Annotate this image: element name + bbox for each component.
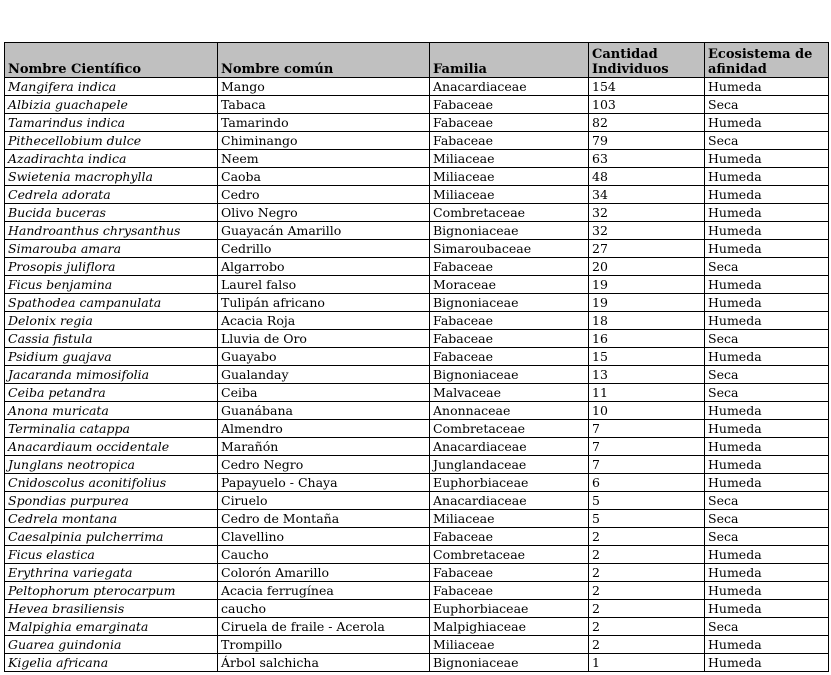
cell-common-name: Neem [218, 150, 430, 168]
cell-scientific-name: Terminalia catappa [5, 420, 218, 438]
cell-common-name: Laurel falso [218, 276, 430, 294]
cell-family: Fabaceae [430, 582, 589, 600]
cell-family: Anacardiaceae [430, 492, 589, 510]
cell-ecosystem: Seca [705, 510, 829, 528]
cell-family: Bignoniaceae [430, 366, 589, 384]
cell-common-name: Clavellino [218, 528, 430, 546]
cell-scientific-name: Anona muricata [5, 402, 218, 420]
cell-scientific-name: Prosopis juliflora [5, 258, 218, 276]
table-row [5, 456, 829, 474]
table-row [5, 294, 829, 312]
cell-common-name: Tabaca [218, 96, 430, 114]
cell-quantity: 13 [589, 366, 705, 384]
cell-scientific-name: Cedrela montana [5, 510, 218, 528]
cell-family: Miliaceae [430, 186, 589, 204]
cell-scientific-name: Anacardiaum occidentale [5, 438, 218, 456]
cell-common-name: Gualanday [218, 366, 430, 384]
table-row [5, 384, 829, 402]
table-row [5, 114, 829, 132]
cell-ecosystem: Seca [705, 384, 829, 402]
cell-common-name: Tulipán africano [218, 294, 430, 312]
table-row [5, 78, 829, 96]
cell-scientific-name: Junglans neotropica [5, 456, 218, 474]
cell-scientific-name: Psidium guajava [5, 348, 218, 366]
cell-ecosystem: Humeda [705, 402, 829, 420]
cell-quantity: 79 [589, 132, 705, 150]
table-row [5, 582, 829, 600]
cell-common-name: Guayacán Amarillo [218, 222, 430, 240]
cell-quantity: 34 [589, 186, 705, 204]
cell-quantity: 2 [589, 564, 705, 582]
cell-family: Simaroubaceae [430, 240, 589, 258]
table-row [5, 204, 829, 222]
table-row [5, 510, 829, 528]
table-row [5, 348, 829, 366]
cell-scientific-name: Peltophorum pterocarpum [5, 582, 218, 600]
cell-ecosystem: Humeda [705, 168, 829, 186]
table-row [5, 402, 829, 420]
header-row [5, 43, 829, 78]
cell-scientific-name: Kigelia africana [5, 654, 218, 672]
cell-family: Fabaceae [430, 564, 589, 582]
cell-common-name: Algarrobo [218, 258, 430, 276]
cell-family: Fabaceae [430, 96, 589, 114]
cell-scientific-name: Guarea guindonia [5, 636, 218, 654]
cell-family: Combretaceae [430, 546, 589, 564]
cell-common-name: Ciruelo [218, 492, 430, 510]
cell-family: Fabaceae [430, 132, 589, 150]
cell-common-name: Cedro de Montaña [218, 510, 430, 528]
cell-common-name: Papayuelo - Chaya [218, 474, 430, 492]
cell-ecosystem: Humeda [705, 438, 829, 456]
cell-common-name: Cedrillo [218, 240, 430, 258]
cell-quantity: 82 [589, 114, 705, 132]
cell-ecosystem: Humeda [705, 420, 829, 438]
cell-ecosystem: Humeda [705, 312, 829, 330]
table-row [5, 276, 829, 294]
cell-family: Malvaceae [430, 384, 589, 402]
cell-scientific-name: Erythrina variegata [5, 564, 218, 582]
cell-scientific-name: Cedrela adorata [5, 186, 218, 204]
cell-ecosystem: Seca [705, 528, 829, 546]
cell-ecosystem: Humeda [705, 150, 829, 168]
cell-ecosystem: Seca [705, 258, 829, 276]
cell-quantity: 18 [589, 312, 705, 330]
cell-family: Miliaceae [430, 168, 589, 186]
cell-common-name: Colorón Amarillo [218, 564, 430, 582]
cell-ecosystem: Seca [705, 366, 829, 384]
cell-family: Junglandaceae [430, 456, 589, 474]
cell-common-name: Caoba [218, 168, 430, 186]
cell-ecosystem: Humeda [705, 78, 829, 96]
table-row [5, 528, 829, 546]
cell-quantity: 7 [589, 420, 705, 438]
cell-scientific-name: Swietenia macrophylla [5, 168, 218, 186]
cell-ecosystem: Seca [705, 132, 829, 150]
cell-scientific-name: Malpighia emarginata [5, 618, 218, 636]
cell-ecosystem: Seca [705, 96, 829, 114]
cell-family: Fabaceae [430, 528, 589, 546]
cell-ecosystem: Humeda [705, 276, 829, 294]
cell-quantity: 27 [589, 240, 705, 258]
table-row [5, 546, 829, 564]
cell-common-name: Guayabo [218, 348, 430, 366]
species-table [4, 42, 829, 672]
table-row [5, 492, 829, 510]
cell-quantity: 63 [589, 150, 705, 168]
cell-family: Bignoniaceae [430, 294, 589, 312]
cell-quantity: 7 [589, 456, 705, 474]
cell-quantity: 20 [589, 258, 705, 276]
cell-common-name: Cedro Negro [218, 456, 430, 474]
cell-scientific-name: Mangifera indica [5, 78, 218, 96]
cell-common-name: Tamarindo [218, 114, 430, 132]
cell-quantity: 19 [589, 276, 705, 294]
cell-ecosystem: Humeda [705, 186, 829, 204]
table-row [5, 564, 829, 582]
cell-quantity: 19 [589, 294, 705, 312]
table-row [5, 438, 829, 456]
cell-family: Malpighiaceae [430, 618, 589, 636]
cell-family: Miliaceae [430, 150, 589, 168]
cell-common-name: Lluvia de Oro [218, 330, 430, 348]
table-row [5, 132, 829, 150]
cell-common-name: Olivo Negro [218, 204, 430, 222]
table-row [5, 222, 829, 240]
cell-quantity: 2 [589, 546, 705, 564]
cell-family: Miliaceae [430, 636, 589, 654]
cell-scientific-name: Azadirachta indica [5, 150, 218, 168]
cell-common-name: Chiminango [218, 132, 430, 150]
cell-ecosystem: Humeda [705, 240, 829, 258]
cell-scientific-name: Caesalpinia pulcherrima [5, 528, 218, 546]
cell-quantity: 6 [589, 474, 705, 492]
cell-ecosystem: Humeda [705, 582, 829, 600]
cell-ecosystem: Humeda [705, 546, 829, 564]
cell-ecosystem: Humeda [705, 294, 829, 312]
cell-ecosystem: Humeda [705, 456, 829, 474]
cell-quantity: 32 [589, 222, 705, 240]
cell-family: Fabaceae [430, 312, 589, 330]
table-row [5, 600, 829, 618]
cell-ecosystem: Humeda [705, 564, 829, 582]
cell-scientific-name: Pithecellobium dulce [5, 132, 218, 150]
cell-common-name: Guanábana [218, 402, 430, 420]
cell-family: Moraceae [430, 276, 589, 294]
table-row [5, 240, 829, 258]
cell-quantity: 7 [589, 438, 705, 456]
cell-family: Bignoniaceae [430, 222, 589, 240]
cell-family: Combretaceae [430, 420, 589, 438]
cell-quantity: 103 [589, 96, 705, 114]
cell-common-name: Ceiba [218, 384, 430, 402]
cell-common-name: caucho [218, 600, 430, 618]
cell-common-name: Ciruela de fraile - Acerola [218, 618, 430, 636]
cell-scientific-name: Jacaranda mimosifolia [5, 366, 218, 384]
cell-scientific-name: Cnidoscolus aconitifolius [5, 474, 218, 492]
cell-ecosystem: Humeda [705, 204, 829, 222]
cell-family: Euphorbiaceae [430, 600, 589, 618]
cell-scientific-name: Ficus benjamina [5, 276, 218, 294]
cell-ecosystem: Humeda [705, 654, 829, 672]
cell-scientific-name: Ficus elastica [5, 546, 218, 564]
table-row [5, 258, 829, 276]
table-row [5, 474, 829, 492]
table-header [5, 43, 829, 78]
cell-ecosystem: Seca [705, 492, 829, 510]
cell-common-name: Cedro [218, 186, 430, 204]
cell-scientific-name: Bucida buceras [5, 204, 218, 222]
cell-quantity: 48 [589, 168, 705, 186]
table-row [5, 420, 829, 438]
cell-common-name: Trompillo [218, 636, 430, 654]
cell-common-name: Caucho [218, 546, 430, 564]
cell-common-name: Acacia Roja [218, 312, 430, 330]
cell-scientific-name: Tamarindus indica [5, 114, 218, 132]
cell-quantity: 154 [589, 78, 705, 96]
cell-quantity: 16 [589, 330, 705, 348]
table-row [5, 636, 829, 654]
cell-common-name: Árbol salchicha [218, 654, 430, 672]
cell-scientific-name: Hevea brasiliensis [5, 600, 218, 618]
cell-ecosystem: Humeda [705, 222, 829, 240]
header-family: Familia [430, 43, 589, 78]
cell-quantity: 32 [589, 204, 705, 222]
cell-quantity: 10 [589, 402, 705, 420]
cell-ecosystem: Humeda [705, 114, 829, 132]
cell-scientific-name: Cassia fistula [5, 330, 218, 348]
cell-scientific-name: Spathodea campanulata [5, 294, 218, 312]
cell-family: Fabaceae [430, 258, 589, 276]
cell-family: Euphorbiaceae [430, 474, 589, 492]
cell-family: Fabaceae [430, 330, 589, 348]
cell-scientific-name: Ceiba petandra [5, 384, 218, 402]
header-ecosystem: Ecosistema de afinidad [705, 43, 829, 78]
cell-common-name: Mango [218, 78, 430, 96]
cell-ecosystem: Humeda [705, 600, 829, 618]
cell-family: Anacardiaceae [430, 78, 589, 96]
cell-ecosystem: Humeda [705, 636, 829, 654]
cell-quantity: 15 [589, 348, 705, 366]
cell-common-name: Marañón [218, 438, 430, 456]
cell-quantity: 2 [589, 582, 705, 600]
cell-quantity: 5 [589, 510, 705, 528]
cell-family: Fabaceae [430, 348, 589, 366]
cell-common-name: Acacia ferrugínea [218, 582, 430, 600]
table-row [5, 186, 829, 204]
cell-quantity: 11 [589, 384, 705, 402]
cell-quantity: 2 [589, 600, 705, 618]
cell-family: Anacardiaceae [430, 438, 589, 456]
table-body [5, 78, 829, 672]
cell-ecosystem: Humeda [705, 474, 829, 492]
table-row [5, 330, 829, 348]
table-row [5, 312, 829, 330]
table-row [5, 618, 829, 636]
cell-scientific-name: Simarouba amara [5, 240, 218, 258]
header-common-name: Nombre común [218, 43, 430, 78]
cell-quantity: 2 [589, 528, 705, 546]
cell-family: Bignoniaceae [430, 654, 589, 672]
table-row [5, 366, 829, 384]
cell-scientific-name: Delonix regia [5, 312, 218, 330]
header-quantity: Cantidad Individuos [589, 43, 705, 78]
cell-ecosystem: Humeda [705, 348, 829, 366]
cell-scientific-name: Handroanthus chrysanthus [5, 222, 218, 240]
cell-ecosystem: Seca [705, 330, 829, 348]
table-row [5, 168, 829, 186]
cell-scientific-name: Albizia guachapele [5, 96, 218, 114]
cell-family: Fabaceae [430, 114, 589, 132]
table-row [5, 654, 829, 672]
cell-quantity: 2 [589, 636, 705, 654]
cell-family: Anonnaceae [430, 402, 589, 420]
table-row [5, 96, 829, 114]
cell-ecosystem: Seca [705, 618, 829, 636]
cell-family: Combretaceae [430, 204, 589, 222]
header-scientific-name: Nombre Científico [5, 43, 218, 78]
cell-quantity: 2 [589, 618, 705, 636]
cell-common-name: Almendro [218, 420, 430, 438]
cell-scientific-name: Spondias purpurea [5, 492, 218, 510]
cell-family: Miliaceae [430, 510, 589, 528]
table-row [5, 150, 829, 168]
cell-quantity: 1 [589, 654, 705, 672]
cell-quantity: 5 [589, 492, 705, 510]
